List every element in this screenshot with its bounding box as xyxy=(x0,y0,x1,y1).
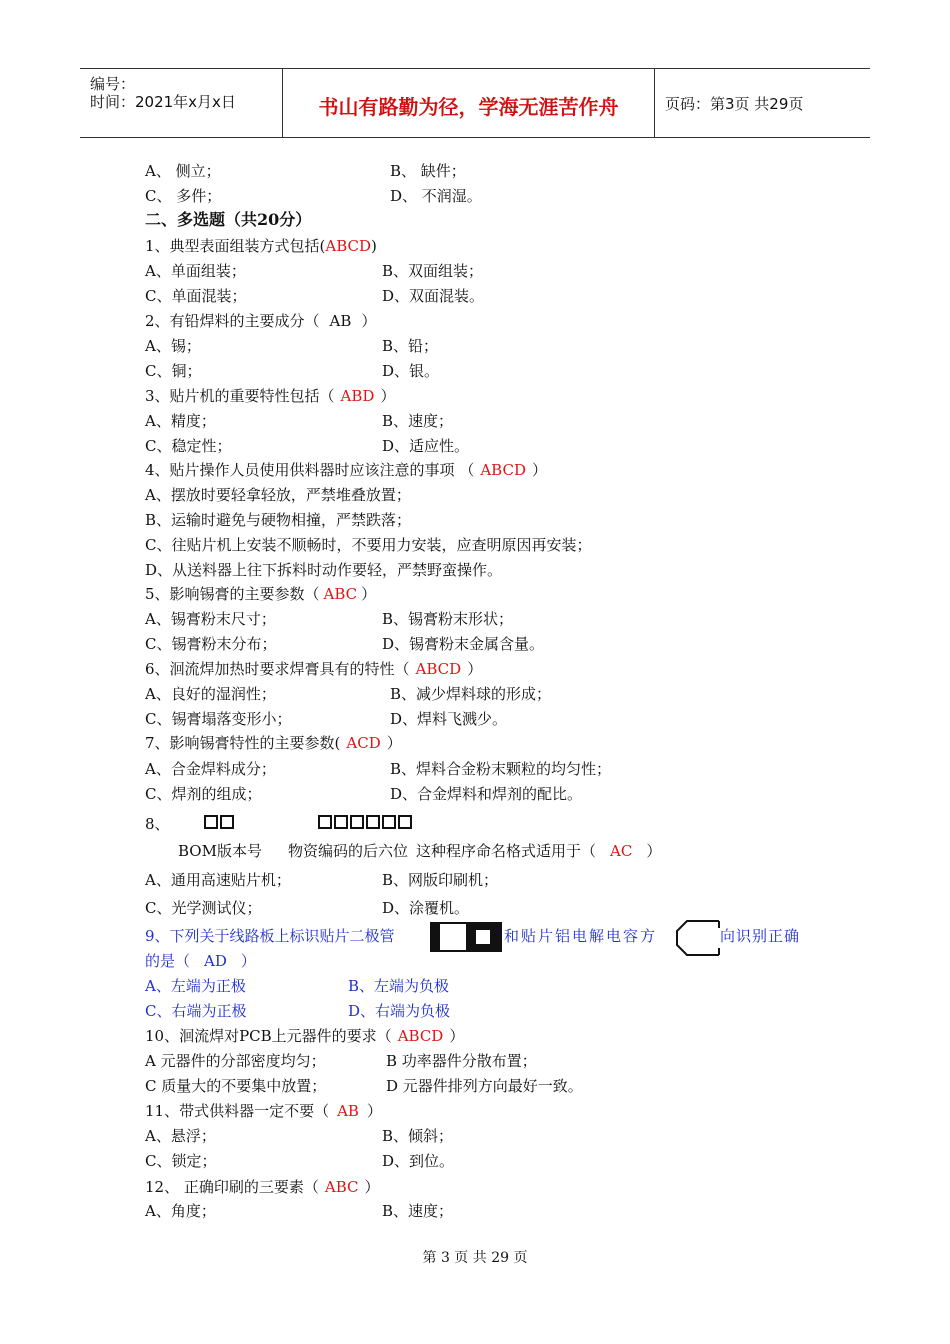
option-c: C、 多件； xyxy=(145,187,222,205)
question-8 xyxy=(178,841,661,861)
option-c: C、铜； xyxy=(145,362,202,380)
question-close: ） xyxy=(386,734,402,752)
header-left-cell xyxy=(80,69,282,137)
option-d: D、焊料飞溅少。 xyxy=(390,710,508,728)
question-stem: 1、典型表面组装方式包括( xyxy=(145,237,326,255)
option-d: D、 不润湿。 xyxy=(390,187,482,205)
option-b: B、减少焊料球的形成； xyxy=(390,685,552,703)
option-d: D 元器件排列方向最好一致。 xyxy=(386,1077,583,1095)
question-9-line2 xyxy=(145,951,256,971)
option-a: A、锡； xyxy=(145,337,201,355)
header-middle-cell xyxy=(282,69,655,137)
option-a: A、良好的湿润性； xyxy=(145,685,276,703)
option-c: C、锡膏塌落变形小； xyxy=(145,710,292,728)
header-time-label: 时间：2021年x月x日 xyxy=(90,93,236,111)
option-c: C、焊剂的组成； xyxy=(145,785,262,803)
option-c: C、光学测试仪； xyxy=(145,899,262,917)
answer: ABCD xyxy=(325,237,372,255)
missing-glyph xyxy=(366,815,380,829)
smd-electrolytic-capacitor-icon xyxy=(675,919,721,957)
question-stem: 2、有铅焊料的主要成分（ xyxy=(145,312,320,330)
option-d: D、双面混装。 xyxy=(382,287,485,305)
option-b: B、速度； xyxy=(382,1202,454,1220)
question-12 xyxy=(145,1177,380,1197)
question-close: ） xyxy=(361,585,377,603)
missing-glyph xyxy=(350,815,364,829)
option-b: B、焊料合金粉末颗粒的均匀性； xyxy=(390,760,612,778)
question-8-number: 8、 xyxy=(145,815,170,833)
missing-glyph xyxy=(334,815,348,829)
missing-glyph xyxy=(382,815,396,829)
option-a: A、精度； xyxy=(145,412,216,430)
question-1 xyxy=(145,236,377,256)
option-c: C、单面混装； xyxy=(145,287,247,305)
option-b: B、铅； xyxy=(382,337,439,355)
question-5 xyxy=(145,584,376,604)
question-stem: 11、带式供料器一定不要（ xyxy=(145,1102,330,1120)
option-a: A、摆放时要轻拿轻放，严禁堆叠放置； xyxy=(145,486,411,504)
question-10 xyxy=(145,1026,464,1046)
question-close: ） xyxy=(531,461,547,479)
question-2 xyxy=(145,311,376,331)
option-a: A、锡膏粉末尺寸； xyxy=(145,610,276,628)
option-b: B、锡膏粉末形状； xyxy=(382,610,514,628)
option-b: B、运输时避免与硬物相撞，严禁跌落； xyxy=(145,511,412,529)
missing-glyph-boxes xyxy=(318,815,412,829)
question-stem: 这种程序命名格式适用于（ xyxy=(415,842,596,860)
document-header xyxy=(80,68,870,138)
smd-diode-icon xyxy=(430,922,502,952)
question-close: ） xyxy=(240,952,256,970)
option-b: B、倾斜； xyxy=(382,1127,454,1145)
answer: ABC xyxy=(324,1178,359,1196)
question-stem: 3、贴片机的重要特性包括（ xyxy=(145,387,335,405)
question-3 xyxy=(145,386,395,406)
question-stem: 6、洄流焊加热时要求焊膏具有的特性（ xyxy=(145,660,410,678)
question-label-bom: BOM版本号 xyxy=(178,842,262,860)
question-close: ） xyxy=(646,842,662,860)
question-7 xyxy=(145,733,402,753)
missing-glyph-boxes xyxy=(204,815,234,829)
header-code-label: 编号： xyxy=(90,75,136,93)
option-c: C、稳定性； xyxy=(145,437,232,455)
answer: ABD xyxy=(340,387,375,405)
answer: AC xyxy=(610,842,633,860)
question-stem: 7、影响锡膏特性的主要参数( xyxy=(145,734,341,752)
answer: ABCD xyxy=(480,461,526,479)
question-close: ） xyxy=(380,387,396,405)
question-6 xyxy=(145,659,482,679)
missing-glyph xyxy=(204,815,218,829)
question-close: ） xyxy=(366,1102,382,1120)
question-label-code: 物资编码的后六位 xyxy=(287,842,408,860)
question-9-part2: 和贴片铝电解电容方 xyxy=(504,927,658,945)
answer: ACD xyxy=(346,734,381,752)
option-d: D、合金焊料和焊剂的配比。 xyxy=(390,785,583,803)
option-d: D、银。 xyxy=(382,362,440,380)
question-stem: 12、 正确印刷的三要素（ xyxy=(145,1178,319,1196)
question-close: ） xyxy=(364,1178,380,1196)
option-d: D、适应性。 xyxy=(382,437,470,455)
option-d: D、到位。 xyxy=(382,1152,455,1170)
header-page-label: 页码：第3页 共29页 xyxy=(665,95,804,113)
answer: ABCD xyxy=(397,1027,444,1045)
missing-glyph xyxy=(398,815,412,829)
question-close: ) xyxy=(371,237,377,255)
option-c: C 质量大的不要集中放置； xyxy=(145,1077,327,1095)
option-d: D、右端为负极 xyxy=(348,1002,451,1020)
page-footer: 第 3 页 共 29 页 xyxy=(422,1250,528,1266)
missing-glyph xyxy=(220,815,234,829)
question-close: ） xyxy=(449,1027,465,1045)
question-11 xyxy=(145,1101,382,1121)
option-a: A、左端为正极 xyxy=(145,977,246,995)
option-d: D、锡膏粉末金属含量。 xyxy=(382,635,545,653)
answer: ABC xyxy=(323,585,358,603)
option-c: C、往贴片机上安装不顺畅时，不要用力安装，应查明原因再安装； xyxy=(145,536,592,554)
option-b: B 功率器件分散布置； xyxy=(386,1052,537,1070)
option-b: B、 缺件； xyxy=(390,162,466,180)
question-stem: 的是（ xyxy=(145,952,191,970)
question-9-part1: 9、下列关于线路板上标识贴片二极管 xyxy=(145,927,395,945)
option-c: C、锡膏粉末分布； xyxy=(145,635,277,653)
option-c: C、右端为正极 xyxy=(145,1002,247,1020)
option-a: A、通用高速贴片机； xyxy=(145,871,291,889)
answer: AB xyxy=(329,312,352,330)
option-b: B、双面组装； xyxy=(382,262,484,280)
answer: AD xyxy=(204,952,227,970)
answer: AB xyxy=(337,1102,359,1120)
option-a: A 元器件的分部密度均匀； xyxy=(145,1052,326,1070)
option-a: A、 侧立； xyxy=(145,162,221,180)
question-close: ） xyxy=(361,312,377,330)
question-stem: 4、贴片操作人员使用供料器时应该注意的事项 （ xyxy=(145,461,475,479)
option-c: C、锁定； xyxy=(145,1152,217,1170)
option-b: B、速度； xyxy=(382,412,454,430)
option-b: B、左端为负极 xyxy=(348,977,450,995)
section-title: 二、多选题（共20分） xyxy=(145,210,312,229)
missing-glyph xyxy=(318,815,332,829)
question-stem: 5、影响锡膏的主要参数（ xyxy=(145,585,320,603)
option-b: B、网版印刷机； xyxy=(382,871,499,889)
header-right-cell xyxy=(655,69,870,137)
question-stem: 10、洄流焊对PCB上元器件的要求（ xyxy=(145,1027,392,1045)
option-a: A、悬浮； xyxy=(145,1127,216,1145)
header-motto: 书山有路勤为径，学海无涯苦作舟 xyxy=(318,95,619,119)
option-a: A、角度； xyxy=(145,1202,216,1220)
option-a: A、单面组装； xyxy=(145,262,246,280)
question-4 xyxy=(145,460,547,480)
question-close: ） xyxy=(467,660,483,678)
answer: ABCD xyxy=(415,660,462,678)
option-a: A、合金焊料成分； xyxy=(145,760,276,778)
question-9-part3: 向识别正确 xyxy=(720,927,801,945)
option-d: D、从送料器上往下拆料时动作要轻，严禁野蛮操作。 xyxy=(145,561,503,579)
option-d: D、涂覆机。 xyxy=(382,899,470,917)
